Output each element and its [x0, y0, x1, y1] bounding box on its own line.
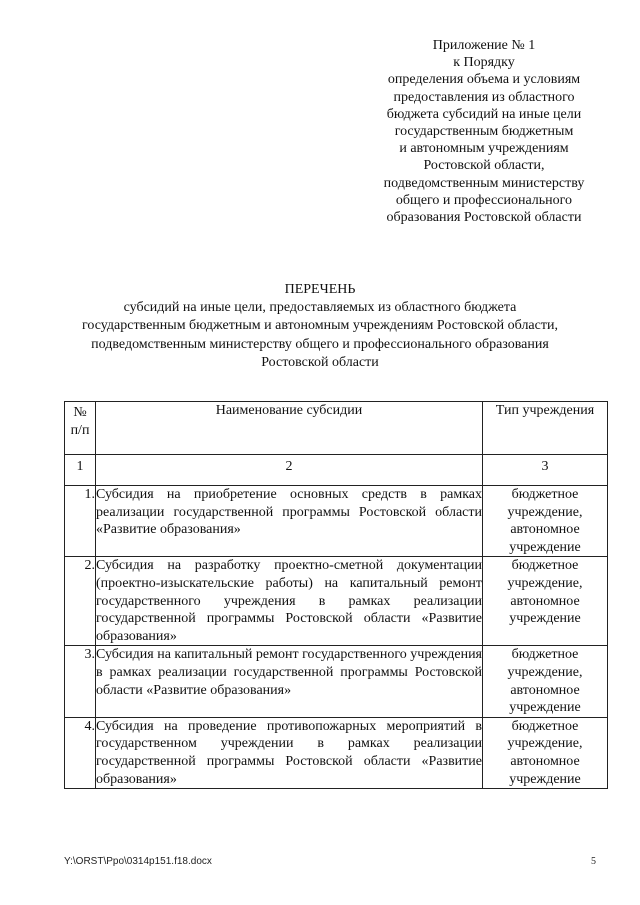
- table-header-row: [65, 402, 608, 455]
- appendix-line: определения объема и условиям: [387, 72, 581, 88]
- title-line: субсидий на иные цели, предоставляемых из областного бюджета: [123, 300, 517, 316]
- row-number: 1.: [65, 486, 96, 557]
- row-institution-type: бюджетное учреждение, автономное учреждение: [483, 717, 608, 788]
- subsidies-table: [64, 401, 608, 789]
- appendix-line: и автономным учреждениям: [399, 141, 569, 157]
- row-institution-type: бюджетное учреждение, автономное учреждение: [483, 646, 608, 717]
- appendix-line: государственным бюджетным: [394, 124, 574, 140]
- appendix-line: предоставления из областного: [393, 89, 575, 105]
- header-subsidy-name: Наименование субсидии: [96, 402, 483, 455]
- row-subsidy-name: Субсидия на проведение противопожарных мероприятий в государственном учреждении в рамках реализации государственной программы Ростовской области «Развитие образования»: [96, 717, 483, 788]
- row-subsidy-name: Субсидия на капитальный ремонт государственного учреждения в рамках реализации государственной программы Ростовской области «Развитие образования»: [96, 646, 483, 717]
- row-subsidy-name: Субсидия на приобретение основных средств в рамках реализации государственной программы Ростовской области «Развитие образования»: [96, 486, 483, 557]
- row-number: 3.: [65, 646, 96, 717]
- index-cell: 3: [483, 455, 608, 486]
- appendix-line: Приложение № 1: [432, 38, 536, 53]
- appendix-block: [364, 37, 604, 226]
- index-cell: 1: [65, 455, 96, 486]
- row-institution-type: бюджетное учреждение, автономное учреждение: [483, 557, 608, 646]
- appendix-line: образования Ростовской области: [386, 210, 582, 226]
- document-title: [40, 281, 600, 372]
- table-row: [65, 557, 608, 646]
- appendix-line: к Порядку: [453, 55, 515, 71]
- table-row: [65, 646, 608, 717]
- row-subsidy-name: Субсидия на разработку проектно-сметной документации (проектно-изыскательские работы) на капитальный ремонт государственного учреждения в рамках реализации государственной программы Ростовской области «Развитие образования»: [96, 557, 483, 646]
- row-number: 2.: [65, 557, 96, 646]
- table-index-row: [65, 455, 608, 486]
- appendix-line: Ростовской области,: [423, 158, 545, 174]
- index-cell: 2: [96, 455, 483, 486]
- page-number: 5: [591, 856, 596, 867]
- title-line: подведомственным министерству общего и профессионального образования: [91, 336, 549, 352]
- appendix-line: общего и профессионального: [395, 192, 573, 208]
- row-institution-type: бюджетное учреждение, автономное учреждение: [483, 486, 608, 557]
- table-row: [65, 717, 608, 788]
- appendix-line: подведомственным министерству: [383, 175, 585, 191]
- title-heading: ПЕРЕЧЕНЬ: [284, 282, 356, 297]
- footer-file-path: Y:\ORST\Ppo\0314p151.f18.docx: [64, 856, 212, 867]
- header-institution-type: Тип учреждения: [483, 402, 608, 455]
- table-row: [65, 486, 608, 557]
- title-line: государственным бюджетным и автономным учреждениям Ростовской области,: [82, 318, 558, 334]
- header-number: № п/п: [65, 402, 96, 455]
- row-number: 4.: [65, 717, 96, 788]
- title-line: Ростовской области: [261, 354, 379, 370]
- appendix-line: бюджета субсидий на иные цели: [386, 106, 582, 122]
